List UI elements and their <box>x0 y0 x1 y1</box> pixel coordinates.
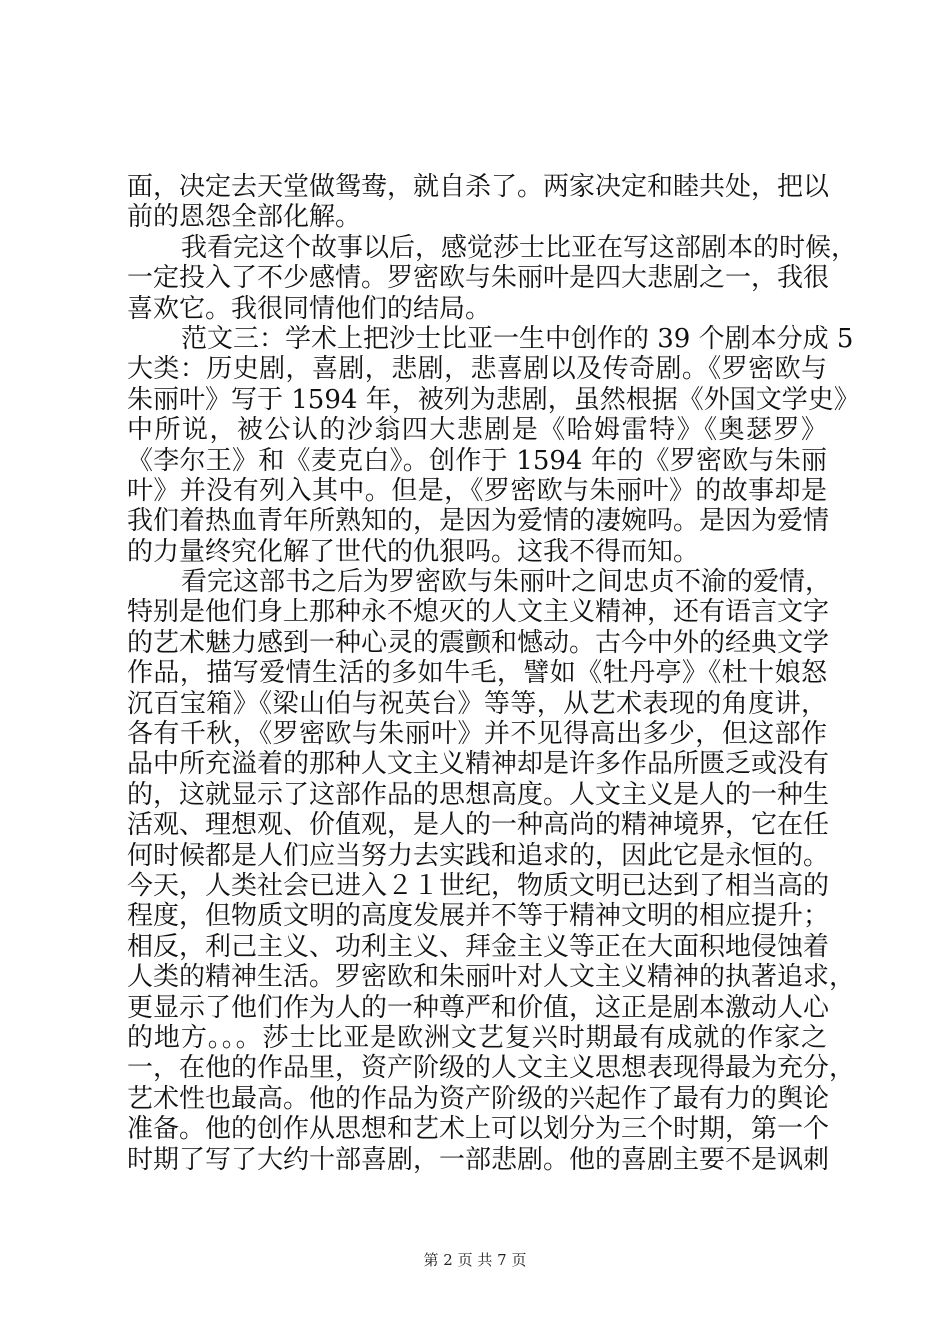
text-line: 程度，但物质文明的高度发展并不等于精神文明的相应提升； <box>127 901 830 932</box>
paragraph <box>127 172 830 233</box>
text-line: 的力量终究化解了世代的仇狠吗。这我不得而知。 <box>127 536 700 567</box>
text-line: 活观、理想观、价值观，是人的一种高尚的精神境界，它在任 <box>127 810 830 841</box>
text-line: 一，在他的作品里，资产阶级的人文主义思想表现得最为充分， <box>127 1053 856 1084</box>
text-line: 更显示了他们作为人的一种尊严和价值，这正是剧本激动人心 <box>127 992 830 1023</box>
text-line: 时期了写了大约十部喜剧，一部悲剧。他的喜剧主要不是讽刺 <box>127 1144 830 1175</box>
text-line: 朱丽叶》写于 1594 年，被列为悲剧，虽然根据《外国文学史》 <box>127 384 860 415</box>
paragraph <box>127 323 860 567</box>
text-line: 准备。他的创作从思想和艺术上可以划分为三个时期，第一个 <box>127 1114 830 1145</box>
text-line: 各有千秋，《罗密欧与朱丽叶》并不见得高出多少，但这部作 <box>127 719 827 750</box>
text-line: 今天，人类社会已进入２１世纪，物质文明已达到了相当高的 <box>127 870 830 901</box>
text-line: 的艺术魅力感到一种心灵的震颤和憾动。古今中外的经典文学 <box>127 627 830 658</box>
paragraph <box>127 232 858 324</box>
text-line: 特别是他们身上那种永不熄灭的人文主义精神，还有语言文字 <box>127 597 830 628</box>
text-line: 我看完这个故事以后，感觉莎士比亚在写这部剧本的时候， <box>181 232 858 263</box>
text-line: 沉百宝箱》《梁山伯与祝英台》等等，从艺术表现的角度讲， <box>127 688 827 719</box>
text-line: 喜欢它。我很同情他们的结局。 <box>127 293 492 324</box>
text-line: 《李尔王》和《麦克白》。创作于 1594 年的《罗密欧与朱丽 <box>127 445 827 476</box>
text-line: 的地方。。。莎士比亚是欧洲文艺复兴时期最有成就的作家之 <box>127 1022 827 1053</box>
text-line: 人类的精神生活。罗密欧和朱丽叶对人文主义精神的执著追求， <box>127 962 856 993</box>
text-line: 何时候都是人们应当努力去实践和追求的，因此它是永恒的。 <box>127 840 830 871</box>
text-line: 范文三：学术上把沙士比亚一生中创作的 39 个剧本分成 5 <box>181 323 854 354</box>
text-line: 作品，描写爱情生活的多如牛毛，譬如《牡丹亭》《杜十娘怒 <box>127 658 827 689</box>
text-line: 艺术性也最高。他的作品为资产阶级的兴起作了最有力的舆论 <box>127 1083 830 1114</box>
text-line: 前的恩怨全部化解。 <box>127 202 362 233</box>
text-line: 我们着热血青年所熟知的，是因为爱情的凄婉吗。是因为爱情 <box>127 506 830 537</box>
document-body <box>127 172 860 1175</box>
text-line: 的，这就显示了这部作品的思想高度。人文主义是人的一种生 <box>127 779 830 810</box>
text-line: 一定投入了不少感情。罗密欧与朱丽叶是四大悲剧之一，我很 <box>127 263 830 294</box>
text-line: 看完这部书之后为罗密欧与朱丽叶之间忠贞不渝的爱情， <box>181 567 832 598</box>
text-line: 品中所充溢着的那种人文主义精神却是许多作品所匮乏或没有 <box>127 749 830 780</box>
text-line: 叶》并没有列入其中。但是，《罗密欧与朱丽叶》的故事却是 <box>127 475 827 506</box>
paragraph <box>127 567 856 1175</box>
text-line: 中所说，被公认的沙翁四大悲剧是《哈姆雷特》《奥瑟罗》 <box>127 415 827 446</box>
text-line: 面，决定去天堂做鸳鸯，就自杀了。两家决定和睦共处，把以 <box>127 172 830 202</box>
text-line: 相反，利己主义、功利主义、拜金主义等正在大面积地侵蚀着 <box>127 931 830 962</box>
text-line: 大类：历史剧，喜剧，悲剧，悲喜剧以及传奇剧。《罗密欧与 <box>127 354 827 385</box>
page-footer: 第 2 页 共 7 页 <box>423 1251 527 1269</box>
